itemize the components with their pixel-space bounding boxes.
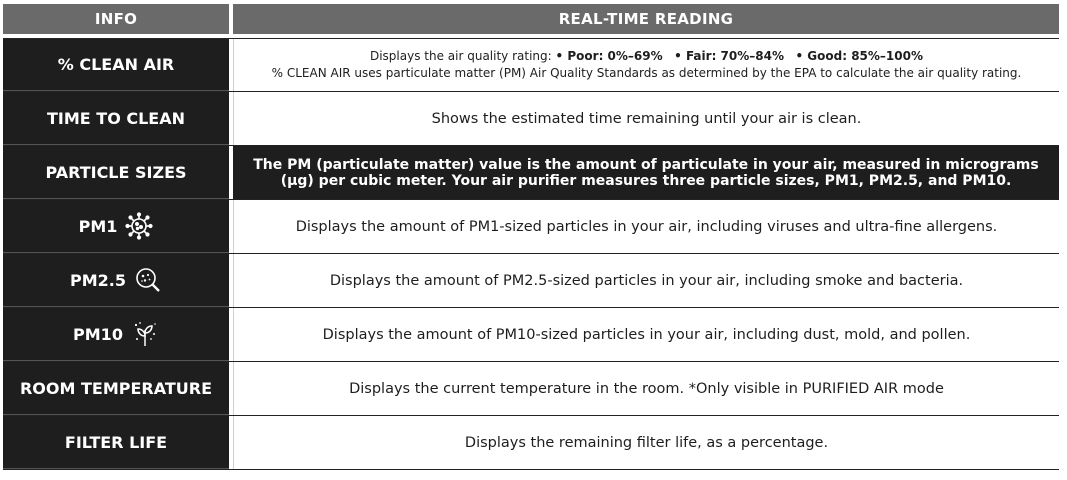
reading-column-header: REAL-TIME READING — [233, 4, 1059, 34]
row-desc-pm1: Displays the amount of PM1-sized particles in your air, including viruses and ultra-fine allergens. — [233, 200, 1059, 253]
info-column-header: INFO — [3, 4, 229, 34]
table-row-room-temperature — [3, 362, 1059, 416]
row-label-pm25: PM2.5 — [3, 254, 229, 307]
row-desc-filter-life: Displays the remaining filter life, as a percentage. — [233, 416, 1059, 469]
table-header — [3, 4, 1059, 34]
table-row-filter-life — [3, 416, 1059, 470]
table-row-clean-air — [3, 38, 1059, 92]
row-label-pm10: PM10 — [3, 308, 229, 361]
row-label-time-to-clean: TIME TO CLEAN — [3, 92, 229, 145]
table-row-pm10 — [3, 308, 1059, 362]
row-label-particle-sizes: PARTICLE SIZES — [3, 146, 229, 199]
table-row-pm1 — [3, 200, 1059, 254]
row-label-clean-air: % CLEAN AIR — [3, 39, 229, 91]
row-label-pm1: PM1 — [3, 200, 229, 253]
clean-air-epa-line: % CLEAN AIR uses particulate matter (PM) Air Quality Standards as determined by the EPA to calculate the air quality rating. — [271, 66, 1022, 80]
row-desc-particle-sizes: The PM (particulate matter) value is the amount of particulate in your air, measured in micrograms (µg) per cubic meter. Your air purifier measures three particle sizes, PM1, PM2.5, and PM10. — [233, 146, 1059, 199]
row-desc-room-temperature: Displays the current temperature in the room. *Only visible in PURIFIED AIR mode — [233, 362, 1059, 415]
row-desc-clean-air — [233, 39, 1059, 91]
pollen-plant-icon — [131, 320, 159, 348]
info-table — [3, 4, 1059, 470]
table-row-time-to-clean — [3, 92, 1059, 146]
row-label-filter-life: FILTER LIFE — [3, 416, 229, 469]
virus-icon — [125, 212, 153, 240]
row-desc-pm25: Displays the amount of PM2.5-sized particles in your air, including smoke and bacteria. — [233, 254, 1059, 307]
row-label-room-temperature: ROOM TEMPERATURE — [3, 362, 229, 415]
rating-fair: • Fair: 70%–84% — [674, 49, 784, 63]
rating-poor: • Poor: 0%–69% — [555, 49, 663, 63]
magnifier-bacteria-icon — [134, 266, 162, 294]
table-row-pm25 — [3, 254, 1059, 308]
rating-good: • Good: 85%–100% — [795, 49, 923, 63]
row-desc-time-to-clean: Shows the estimated time remaining until your air is clean. — [233, 92, 1059, 145]
table-row-particle-sizes — [3, 146, 1059, 200]
clean-air-rating-line: Displays the air quality rating: • Poor: 0%–69% • Fair: 70%–84% • Good: 85%–100% — [369, 49, 923, 63]
row-desc-pm10: Displays the amount of PM10-sized particles in your air, including dust, mold, and pollen. — [233, 308, 1059, 361]
